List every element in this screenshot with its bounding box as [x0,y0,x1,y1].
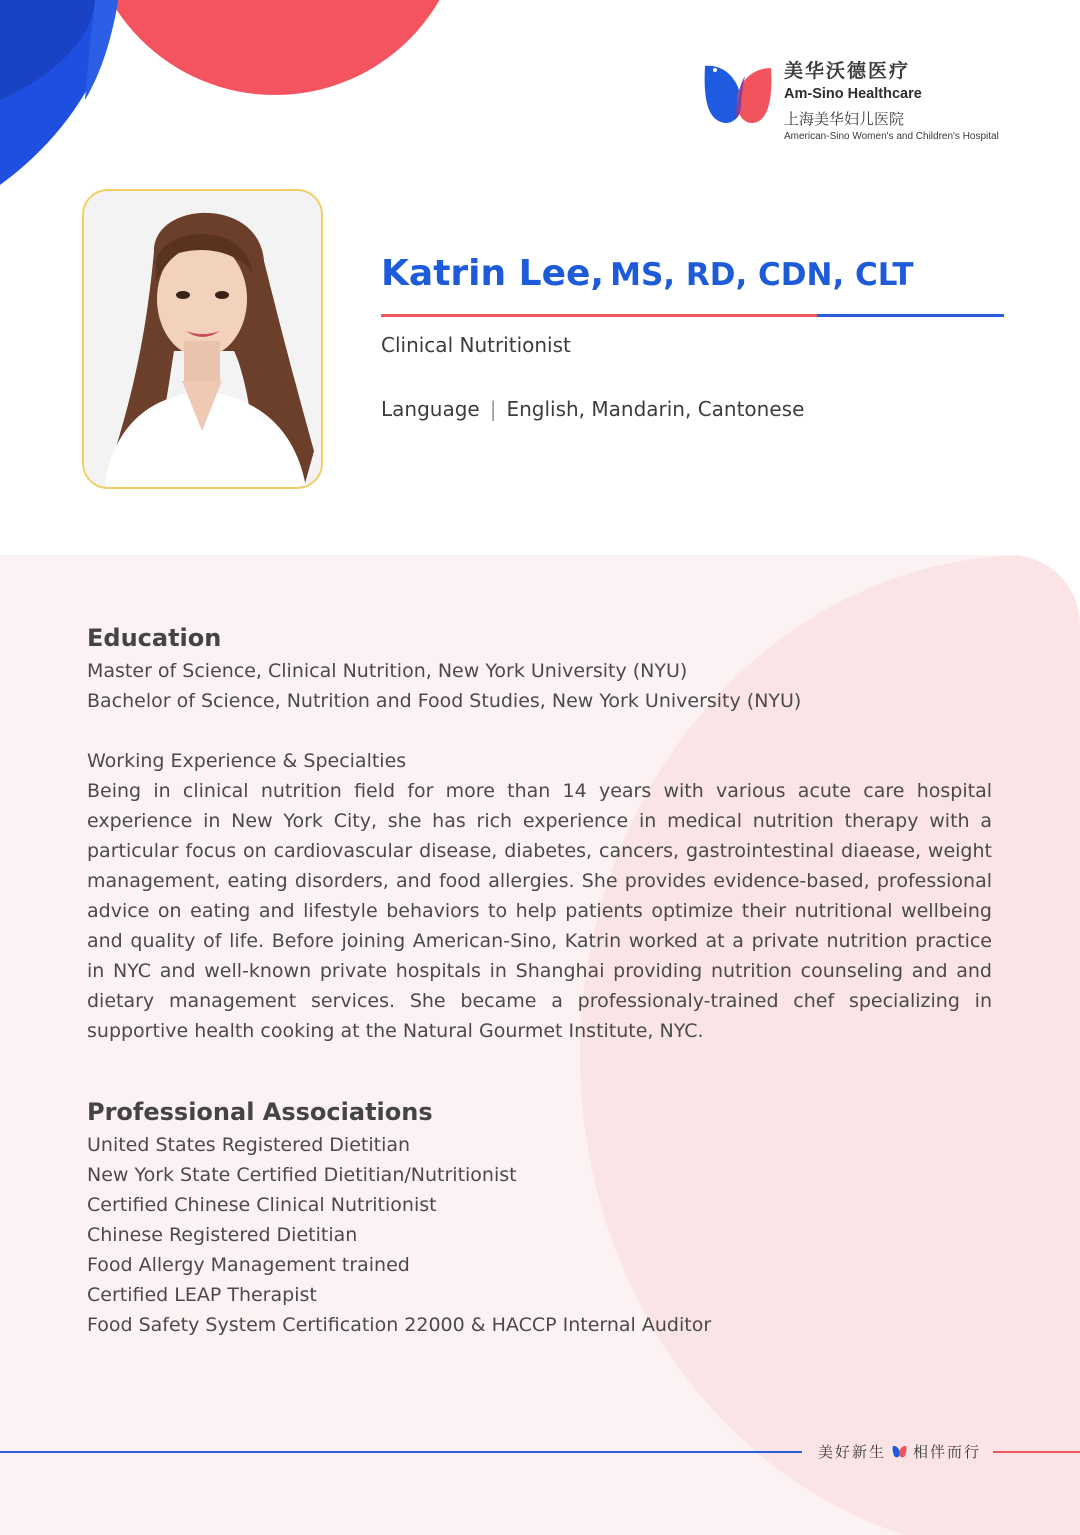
butterfly-small-icon [892,1444,907,1459]
doctor-role: Clinical Nutritionist [381,333,571,357]
language-line [381,397,804,421]
education-item: Master of Science, Clinical Nutrition, New York University (NYU) [87,660,688,682]
association-item: Certified Chinese Clinical Nutritionist [87,1194,437,1216]
title-divider [381,314,1004,317]
association-item: New York State Certified Dietitian/Nutritionist [87,1164,517,1186]
portrait-illustration [84,191,321,487]
footer-rule-left [0,1451,802,1453]
education-section [87,620,992,716]
doctor-name: Katrin Lee, [381,253,605,294]
butterfly-logo-icon [703,60,773,126]
associations-heading: Professional Associations [87,1098,433,1126]
footer-tagline [818,1441,981,1462]
logo-english-name: Am-Sino Healthcare [784,86,922,102]
profile-details [87,620,992,1340]
association-item: United States Registered Dietitian [87,1134,411,1156]
association-item: Food Allergy Management trained [87,1254,410,1276]
experience-heading: Working Experience & Specialties [87,750,407,772]
experience-section [87,746,992,1046]
association-item: Chinese Registered Dietitian [87,1224,358,1246]
decorative-corner-shapes [0,0,460,200]
logo-chinese-name: 美华沃德医疗 [784,60,911,82]
association-item: Food Safety System Certification 22000 & HACCP Internal Auditor [87,1314,712,1336]
logo-english-hospital: American-Sino Women's and Children's Hospital [784,131,999,142]
language-separator: | [489,397,497,421]
education-item: Bachelor of Science, Nutrition and Food Studies, New York University (NYU) [87,690,802,712]
doctor-name-heading [381,253,914,294]
language-values: English, Mandarin, Cantonese [506,397,805,421]
footer-tagline-right: 相伴而行 [913,1443,982,1461]
doctor-credentials: MS, RD, CDN, CLT [610,257,914,293]
footer-tagline-left: 美好新生 [818,1443,887,1461]
logo-chinese-hospital: 上海美华妇儿医院 [784,110,905,128]
experience-text: Being in clinical nutrition field for more than 14 years with various acute care hospital experience in New York City, she has rich experience in medical nutrition therapy with a particular focus on cardiovascular disease, diabetes, cancers, gastrointestinal diaease, weight management, eating disorders, and food allergies. She provides evidence-based, professional advice on eating and lifestyle behaviors to help patients optimize their nutritional wellbeing and quality of life. Before joining American-Sino, Katrin worked at a private nutrition practice in NYC and well-known private hospitals in Shanghai providing nutrition counseling and and dietary management services. She became a professionaly-trained chef specializing in supportive health cooking at the Natural Gourmet Institute, NYC. [87,780,992,1042]
doctor-photo [82,189,323,489]
hospital-logo [703,58,1033,153]
language-label: Language [381,397,480,421]
association-item: Certified LEAP Therapist [87,1284,317,1306]
associations-section [87,1094,992,1340]
education-heading: Education [87,624,222,652]
logo-text [784,58,999,143]
footer-rule-right [993,1451,1080,1453]
